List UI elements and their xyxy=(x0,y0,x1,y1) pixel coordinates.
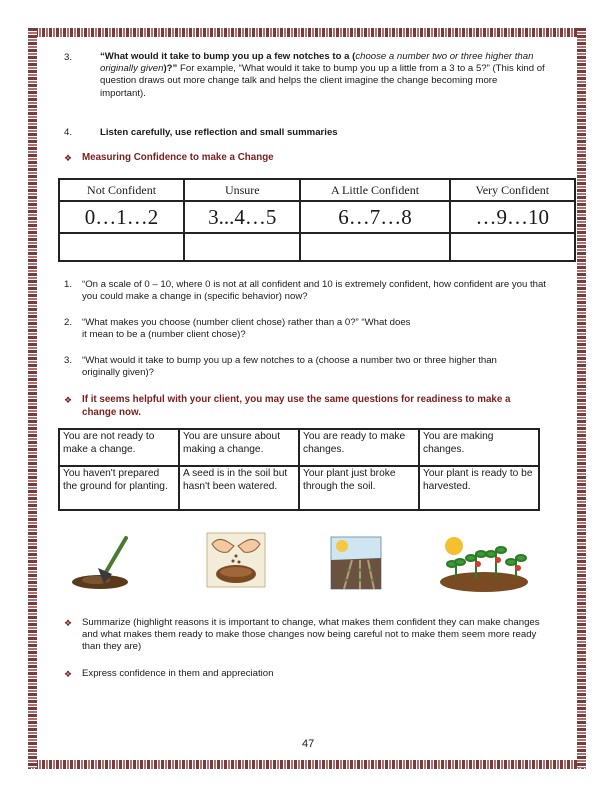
diamond-bullet-icon: ❖ xyxy=(64,395,73,405)
readiness-cell: You haven't prepared the ground for planting. xyxy=(59,466,179,510)
scale-value-cell: 3...4…5 xyxy=(184,201,300,233)
readiness-cell: You are unsure about making a change. xyxy=(179,429,299,466)
item4-number: 4. xyxy=(64,127,73,138)
question-3-text: “What would it take to bump you up a few notches to a (choose a number two or three higher than originally given)? xyxy=(82,355,497,379)
question-3-number: 3. xyxy=(64,355,73,366)
readiness-cell: Your plant just broke through the soil. xyxy=(299,466,419,510)
item4-text: Listen carefully, use reflection and small summaries xyxy=(100,127,338,138)
scale-label-cell: Not Confident xyxy=(59,179,184,201)
diamond-bullet-icon: ❖ xyxy=(64,669,73,679)
confidence-bullet: Express confidence in them and appreciation xyxy=(82,668,274,679)
seed-planting-illustration xyxy=(206,532,266,588)
readiness-table xyxy=(58,428,540,511)
scale-blank-cell xyxy=(59,233,184,261)
page-border-left xyxy=(28,28,37,768)
question-2-text: “What makes you choose (number client chose) rather than a 0?” “What does it mean to be a (number client chose)? xyxy=(82,317,411,341)
diamond-bullet-icon: ❖ xyxy=(64,153,73,163)
page-number: 47 xyxy=(302,738,315,750)
item3-italic: choose a number two or three higher than originally given xyxy=(100,51,534,75)
readiness-cell: A seed is in the soil but hasn't been watered. xyxy=(179,466,299,510)
readiness-cell: You are making changes. xyxy=(419,429,539,466)
summary-bullet: Summarize (highlight reasons it is important to change, what makes them confident they can make changes and what makes them ready to make those changes now being careful not to make them seem more ready than they are) xyxy=(82,617,540,653)
sprouting-field-illustration xyxy=(330,536,382,590)
readiness-cell: You are not ready to make a change. xyxy=(59,429,179,466)
readiness-heading: If it seems helpful with your client, you may use the same questions for readiness to make a change now. xyxy=(82,394,511,418)
confidence-scale-table xyxy=(58,178,576,262)
question-1-text: “On a scale of 0 – 10, where 0 is not at all confident and 10 is extremely confident, how confident are you that you could make a change in (specific behavior) now? xyxy=(82,279,546,303)
page-border-right xyxy=(577,28,586,768)
page-border-bottom xyxy=(28,760,586,769)
scale-value-cell: …9…10 xyxy=(450,201,575,233)
scale-label-cell: Very Confident xyxy=(450,179,575,201)
item3-rest: For example, “What would it take to bump you up a little from a 3 to a 5?” (This kind of question draws out more change talk and helps the client imagine the change becoming more important). xyxy=(100,63,545,99)
readiness-cell: You are ready to make changes. xyxy=(299,429,419,466)
scale-label-cell: Unsure xyxy=(184,179,300,201)
question-2-number: 2. xyxy=(64,317,73,328)
scale-label-cell: A Little Confident xyxy=(300,179,449,201)
item3-bold-end: )?” xyxy=(163,63,178,75)
page-border-top xyxy=(28,28,586,37)
scale-blank-cell xyxy=(184,233,300,261)
scale-blank-cell xyxy=(300,233,449,261)
scale-blank-cell xyxy=(450,233,575,261)
measuring-heading: Measuring Confidence to make a Change xyxy=(82,152,274,163)
item3-text xyxy=(100,51,545,100)
shovel-in-ground-illustration xyxy=(68,534,138,594)
scale-value-cell: 0…1…2 xyxy=(59,201,184,233)
item3-bold-question: “What would it take to bump you up a few notches to a ( xyxy=(100,51,356,62)
harvest-garden-illustration xyxy=(436,532,532,594)
question-1-number: 1. xyxy=(64,279,73,290)
diamond-bullet-icon: ❖ xyxy=(64,618,73,628)
item3-number: 3. xyxy=(64,52,73,63)
scale-value-cell: 6…7…8 xyxy=(300,201,449,233)
readiness-cell: Your plant is ready to be harvested. xyxy=(419,466,539,510)
